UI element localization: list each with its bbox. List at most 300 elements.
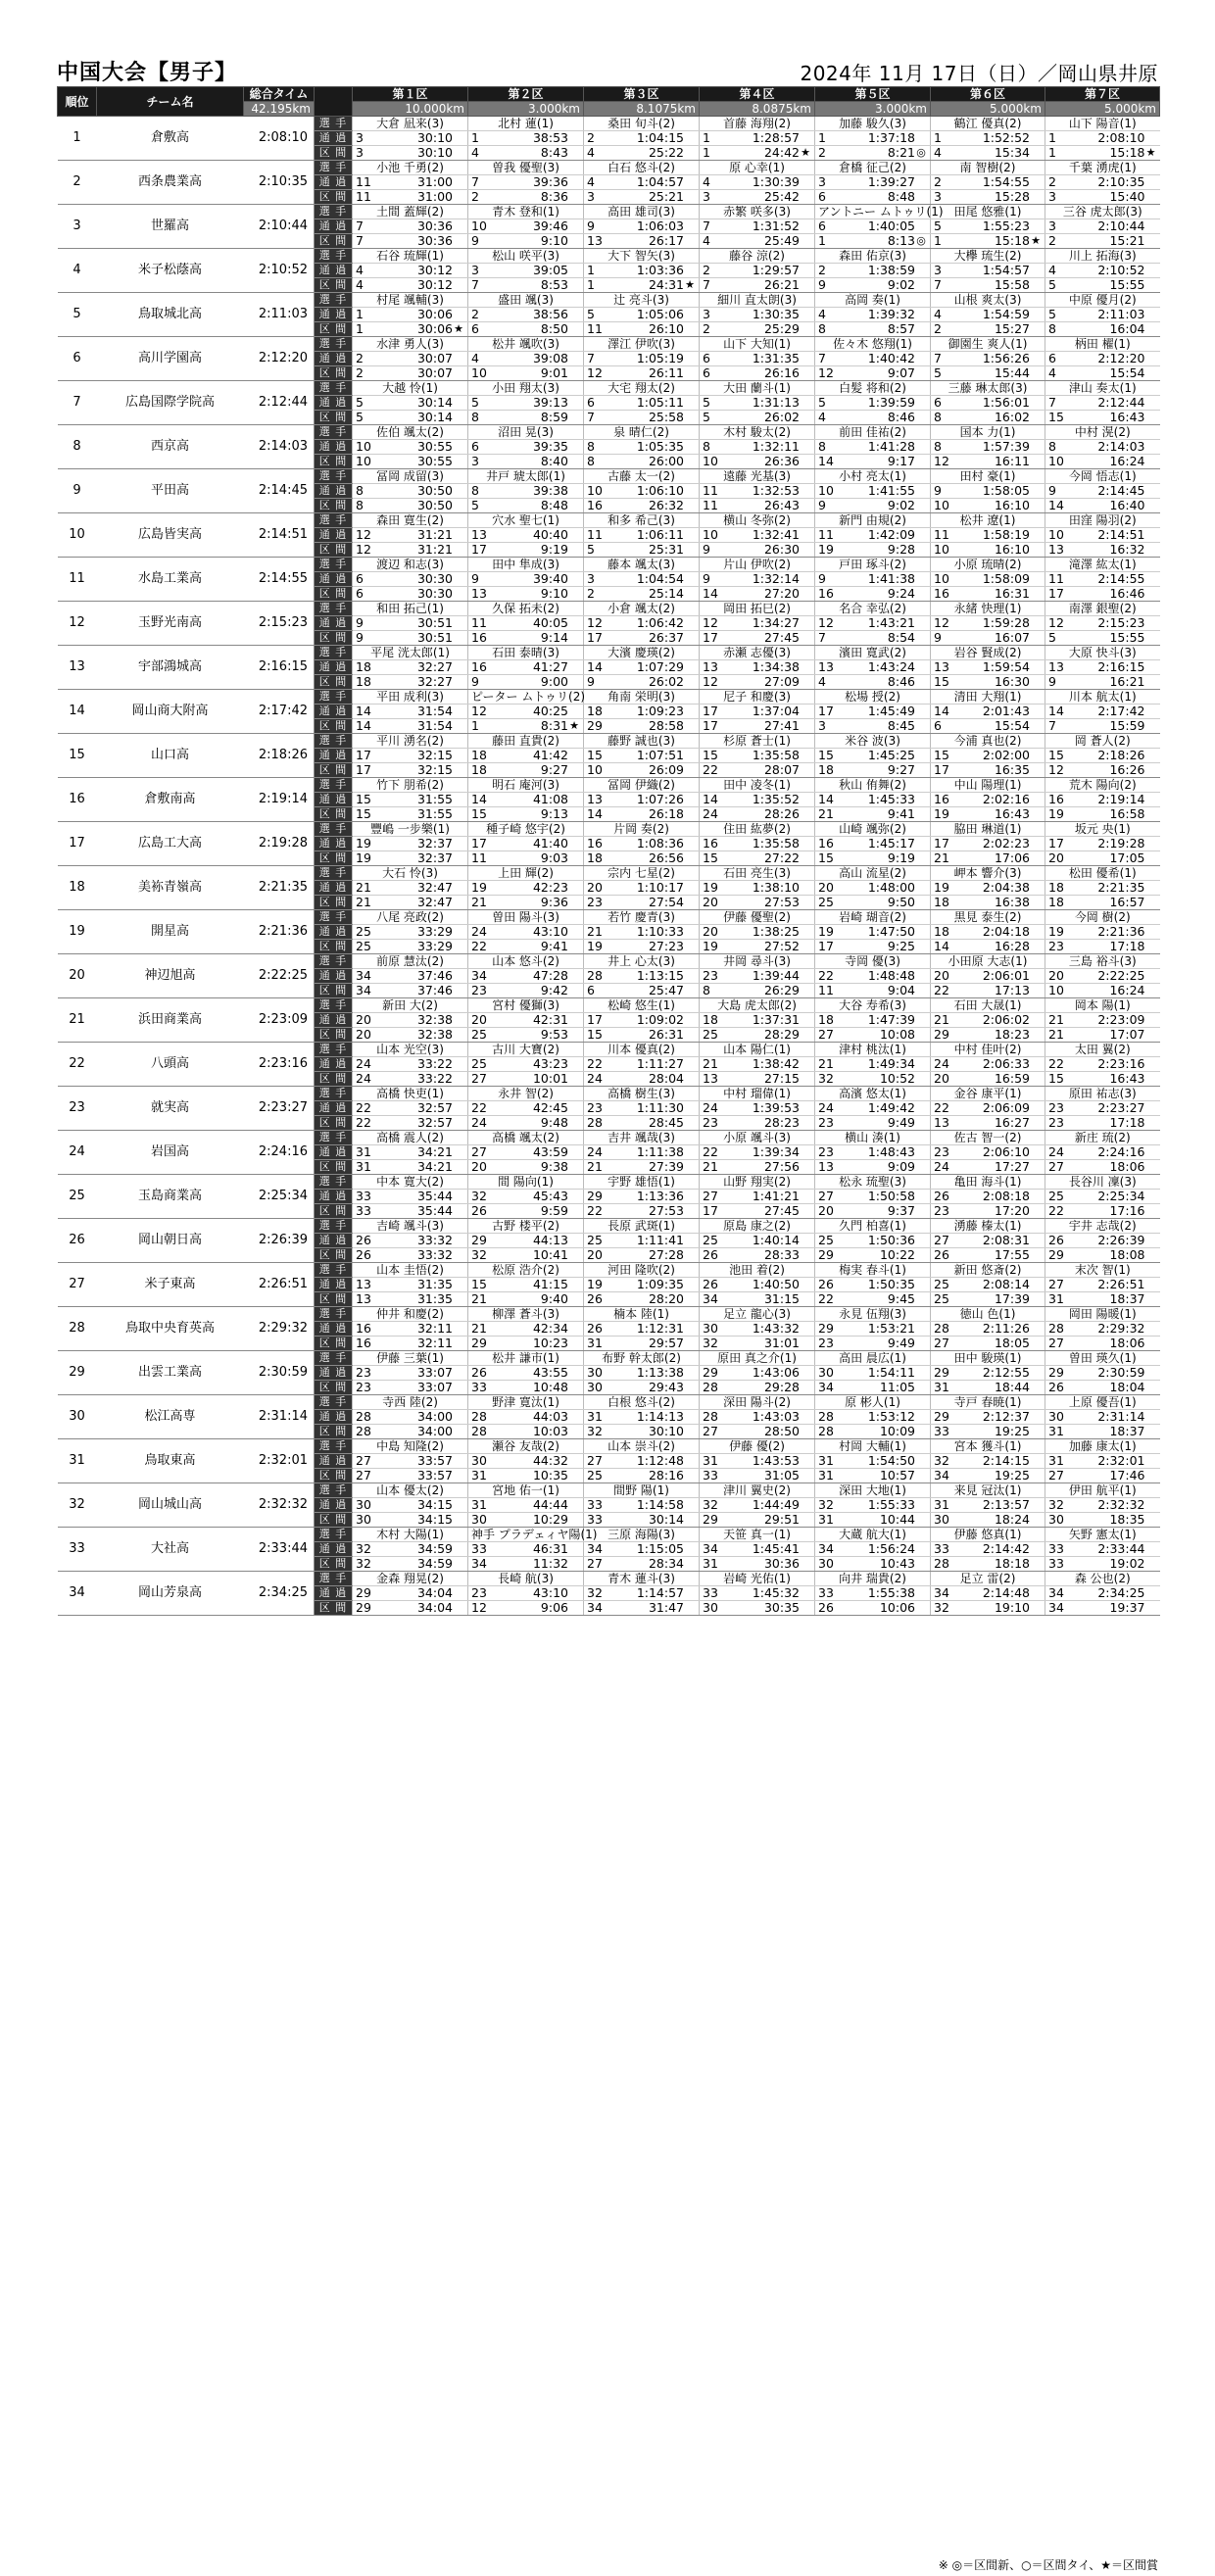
- row-label-cumulative: 通 過: [315, 969, 353, 984]
- runner-name: 赤繁 咲多(3): [700, 205, 815, 219]
- split-cell: [1045, 851, 1160, 866]
- cumulative-time: 34:21: [416, 1144, 453, 1159]
- row-label-cumulative: 通 過: [315, 352, 353, 366]
- split-time: 24:31: [648, 277, 684, 292]
- cumulative-position: 19: [934, 880, 949, 895]
- split-time: 8:48: [887, 189, 915, 204]
- team-rank: 5: [58, 293, 97, 337]
- split-position: 4: [818, 674, 826, 689]
- split-time: 19:25: [994, 1424, 1030, 1438]
- cumulative-position: 9: [818, 571, 826, 586]
- cumulative-time: 46:31: [532, 1541, 568, 1556]
- runner-name: 片岡 奏(2): [584, 822, 700, 837]
- split-time: 37:46: [416, 983, 453, 997]
- cumulative-position: 34: [818, 1541, 834, 1556]
- team-rank: 4: [58, 249, 97, 293]
- cumulative-time: 1:52:52: [982, 130, 1030, 145]
- team-row: [58, 513, 1160, 528]
- row-label-runner: 選 手: [315, 1528, 353, 1542]
- cumulative-cell: [353, 1410, 468, 1425]
- split-time: 17:18: [1109, 939, 1145, 953]
- split-cell: [815, 1160, 931, 1175]
- cumulative-position: 19: [587, 1277, 603, 1291]
- split-position: 3: [818, 718, 826, 733]
- split-cell: [815, 146, 931, 161]
- split-time: 17:18: [1109, 1115, 1145, 1130]
- split-cell: [353, 631, 468, 646]
- split-position: 34: [356, 983, 371, 997]
- split-time: 10:44: [879, 1512, 915, 1527]
- stage-name: 第１区: [353, 87, 468, 102]
- row-label-cumulative: 通 過: [315, 1057, 353, 1072]
- split-time: 33:22: [416, 1071, 453, 1086]
- split-time: 33:07: [416, 1380, 453, 1394]
- row-label-runner: 選 手: [315, 1351, 353, 1366]
- split-position: 34: [934, 1468, 949, 1482]
- cumulative-cell: [700, 264, 815, 278]
- cumulative-cell: [931, 1057, 1045, 1072]
- split-position: 12: [934, 454, 949, 468]
- cumulative-position: 15: [471, 1277, 487, 1291]
- split-time: 10:57: [879, 1468, 915, 1482]
- cumulative-position: 9: [934, 483, 942, 498]
- cumulative-time: 1:42:09: [867, 527, 915, 542]
- split-position: 19: [934, 806, 949, 821]
- split-time: 16:38: [994, 895, 1030, 909]
- split-time: 9:19: [540, 542, 568, 557]
- split-position: 10: [703, 454, 718, 468]
- split-cell: [931, 807, 1045, 822]
- cumulative-position: 1: [1048, 130, 1056, 145]
- split-time: 28:29: [763, 1027, 800, 1042]
- team-row: [58, 161, 1160, 175]
- split-cell: [931, 1381, 1045, 1395]
- cumulative-cell: [815, 1410, 931, 1425]
- cumulative-position: 29: [356, 1585, 371, 1600]
- split-cell: [353, 1557, 468, 1572]
- runner-name: 佐古 智一(2): [931, 1131, 1045, 1145]
- cumulative-time: 1:45:33: [867, 792, 915, 806]
- runner-name: 山下 大知(1): [700, 337, 815, 352]
- cumulative-cell: [931, 1145, 1045, 1160]
- cumulative-cell: [584, 881, 700, 896]
- total-time: 2:30:59: [244, 1351, 315, 1395]
- cumulative-time: 32:47: [416, 880, 453, 895]
- split-time: 9:02: [887, 498, 915, 512]
- split-position: 28: [703, 1380, 718, 1394]
- cumulative-cell: [1045, 793, 1160, 807]
- cumulative-position: 1: [934, 130, 942, 145]
- cumulative-time: 32:57: [416, 1100, 453, 1115]
- split-cell: [1045, 1292, 1160, 1307]
- row-label-split: 区 間: [315, 851, 353, 866]
- cumulative-time: 40:25: [532, 704, 568, 718]
- cumulative-position: 5: [587, 307, 595, 321]
- cumulative-position: 2: [1048, 174, 1056, 189]
- runner-name: 御園生 爽人(1): [931, 337, 1045, 352]
- team-name: 倉敷南高: [97, 778, 244, 822]
- cumulative-time: 1:41:28: [867, 439, 915, 454]
- cumulative-cell: [584, 175, 700, 190]
- split-position: 16: [934, 586, 949, 601]
- split-position: 9: [356, 630, 364, 645]
- stage-name: 第４区: [700, 87, 815, 102]
- cumulative-time: 37:46: [416, 968, 453, 983]
- split-position: 31: [818, 1512, 834, 1527]
- legend-footnote: ※ ◎＝区間新、○＝区間タイ、★＝区間賞: [938, 2558, 1158, 2572]
- split-position: 10: [471, 365, 487, 380]
- split-position: 14: [934, 939, 949, 953]
- split-position: 19: [703, 939, 718, 953]
- team-row: [58, 1528, 1160, 1542]
- cumulative-time: 1:14:13: [636, 1409, 684, 1424]
- cumulative-time: 2:08:18: [982, 1189, 1030, 1203]
- split-time: 27:20: [763, 586, 800, 601]
- split-position: 11: [471, 851, 487, 865]
- cumulative-cell: [931, 749, 1045, 763]
- split-position: 8: [934, 410, 942, 424]
- runner-name: 新門 由規(2): [815, 513, 931, 528]
- runner-name: 岡 蒼人(2): [1045, 734, 1160, 749]
- split-position: 1: [818, 233, 826, 248]
- cumulative-time: 1:56:24: [867, 1541, 915, 1556]
- record-mark: ★: [1145, 146, 1156, 159]
- team-row: [58, 249, 1160, 264]
- cumulative-cell: [353, 1322, 468, 1337]
- cumulative-time: 1:32:41: [752, 527, 800, 542]
- cumulative-cell: [468, 1454, 584, 1469]
- split-cell: [931, 1337, 1045, 1351]
- split-position: 18: [818, 762, 834, 777]
- team-rank: 31: [58, 1439, 97, 1483]
- split-cell: [1045, 631, 1160, 646]
- cumulative-cell: [700, 1013, 815, 1028]
- cumulative-cell: [584, 528, 700, 543]
- split-cell: [700, 940, 815, 954]
- cumulative-time: 43:10: [532, 924, 568, 939]
- runner-name: 松山 咲平(3): [468, 249, 584, 264]
- cumulative-cell: [468, 1586, 584, 1601]
- cumulative-time: 1:06:42: [636, 615, 684, 630]
- cumulative-position: 5: [934, 219, 942, 233]
- runner-name: 寺西 陸(2): [353, 1395, 468, 1410]
- row-label-runner: 選 手: [315, 161, 353, 175]
- split-time: 9:10: [540, 586, 568, 601]
- cumulative-position: 31: [818, 1453, 834, 1468]
- split-time: 18:37: [1109, 1424, 1145, 1438]
- split-cell: [815, 278, 931, 293]
- cumulative-cell: [1045, 440, 1160, 455]
- split-cell: [584, 1601, 700, 1616]
- cumulative-time: 1:05:11: [636, 395, 684, 410]
- runner-name: 和多 希己(3): [584, 513, 700, 528]
- split-cell: [353, 763, 468, 778]
- split-time: 25:21: [648, 189, 684, 204]
- cumulative-time: 1:39:44: [752, 968, 800, 983]
- cumulative-cell: [468, 1101, 584, 1116]
- cumulative-position: 24: [587, 1144, 603, 1159]
- cumulative-time: 1:45:49: [867, 704, 915, 718]
- split-cell: [700, 1425, 815, 1439]
- split-time: 34:04: [416, 1600, 453, 1615]
- cumulative-time: 1:43:21: [867, 615, 915, 630]
- runner-name: 住田 紘夢(2): [700, 822, 815, 837]
- runner-name: 山下 陽音(1): [1045, 117, 1160, 131]
- cumulative-cell: [815, 793, 931, 807]
- split-cell: [584, 807, 700, 822]
- runner-name: 深田 大地(1): [815, 1483, 931, 1498]
- cumulative-position: 2: [587, 130, 595, 145]
- split-cell: [931, 631, 1045, 646]
- split-position: 7: [471, 277, 479, 292]
- cumulative-cell: [931, 1101, 1045, 1116]
- cumulative-time: 2:33:44: [1097, 1541, 1145, 1556]
- split-cell: [584, 587, 700, 602]
- split-time: 17:07: [1109, 1027, 1145, 1042]
- cumulative-position: 30: [471, 1453, 487, 1468]
- split-cell: [700, 322, 815, 337]
- cumulative-time: 39:46: [532, 219, 568, 233]
- split-time: 31:55: [416, 806, 453, 821]
- split-cell: [468, 675, 584, 690]
- row-label-split: 区 間: [315, 1425, 353, 1439]
- total-time: 2:26:51: [244, 1263, 315, 1307]
- cumulative-cell: [584, 1586, 700, 1601]
- split-cell: [700, 587, 815, 602]
- cumulative-cell: [1045, 1278, 1160, 1292]
- split-time: 9:53: [540, 1027, 568, 1042]
- split-time: 32:38: [416, 1027, 453, 1042]
- cumulative-cell: [353, 572, 468, 587]
- row-label-split: 区 間: [315, 940, 353, 954]
- total-time: 2:32:32: [244, 1483, 315, 1528]
- cumulative-position: 2: [703, 263, 710, 277]
- cumulative-cell: [468, 925, 584, 940]
- cumulative-position: 17: [471, 836, 487, 851]
- row-label-cumulative: 通 過: [315, 925, 353, 940]
- runner-name: 宮村 優獅(3): [468, 998, 584, 1013]
- cumulative-cell: [931, 352, 1045, 366]
- cumulative-position: 20: [471, 1012, 487, 1027]
- cumulative-position: 2: [471, 307, 479, 321]
- stage-distance: 3.000km: [815, 102, 931, 117]
- cumulative-time: 2:30:59: [1097, 1365, 1145, 1380]
- runner-name: 田尾 悠雅(1): [931, 205, 1045, 219]
- cumulative-cell: [584, 1013, 700, 1028]
- runner-name: 木村 駿太(2): [700, 425, 815, 440]
- split-cell: [1045, 1337, 1160, 1351]
- cumulative-cell: [700, 352, 815, 366]
- cumulative-cell: [700, 881, 815, 896]
- row-label-runner: 選 手: [315, 1483, 353, 1498]
- cumulative-position: 15: [818, 748, 834, 762]
- cumulative-position: 10: [587, 483, 603, 498]
- runner-name: 三島 裕斗(3): [1045, 954, 1160, 969]
- cumulative-cell: [353, 793, 468, 807]
- split-time: 9:02: [887, 277, 915, 292]
- runner-name: 宗内 七星(2): [584, 866, 700, 881]
- cumulative-time: 1:40:14: [752, 1233, 800, 1247]
- team-row: [58, 1219, 1160, 1234]
- cumulative-time: 1:59:28: [982, 615, 1030, 630]
- cumulative-time: 44:13: [532, 1233, 568, 1247]
- cumulative-position: 32: [471, 1189, 487, 1203]
- row-label-split: 区 間: [315, 587, 353, 602]
- runner-name: 三藤 琳太郎(3): [931, 381, 1045, 396]
- split-cell: [353, 1513, 468, 1528]
- cumulative-cell: [584, 1190, 700, 1204]
- split-cell: [584, 1204, 700, 1219]
- cumulative-position: 33: [703, 1585, 718, 1600]
- cumulative-cell: [468, 1145, 584, 1160]
- cumulative-position: 7: [587, 351, 595, 365]
- split-position: 31: [587, 1336, 603, 1350]
- cumulative-time: 1:10:33: [636, 924, 684, 939]
- cumulative-cell: [584, 660, 700, 675]
- cumulative-cell: [584, 131, 700, 146]
- split-position: 25: [818, 895, 834, 909]
- row-label-runner: 選 手: [315, 1087, 353, 1101]
- row-label-runner: 選 手: [315, 205, 353, 219]
- split-cell: [931, 851, 1045, 866]
- runner-name: 小田 翔太(3): [468, 381, 584, 396]
- runner-name: 渡辺 和志(3): [353, 558, 468, 572]
- cumulative-cell: [1045, 1366, 1160, 1381]
- split-time: 33:32: [416, 1247, 453, 1262]
- split-time: 16:10: [994, 542, 1030, 557]
- split-cell: [931, 1028, 1045, 1043]
- cumulative-time: 1:39:59: [867, 395, 915, 410]
- split-position: 21: [471, 895, 487, 909]
- cumulative-cell: [584, 793, 700, 807]
- split-time: 9:24: [887, 586, 915, 601]
- team-row: [58, 822, 1160, 837]
- cumulative-position: 25: [1048, 1189, 1064, 1203]
- cumulative-cell: [584, 1366, 700, 1381]
- cumulative-cell: [1045, 352, 1160, 366]
- cumulative-cell: [468, 616, 584, 631]
- team-name: 米子東高: [97, 1263, 244, 1307]
- split-position: 9: [934, 630, 942, 645]
- split-time: 8:40: [540, 454, 568, 468]
- cumulative-time: 42:31: [532, 1012, 568, 1027]
- split-time: 10:08: [879, 1027, 915, 1042]
- cumulative-cell: [700, 1101, 815, 1116]
- stage-distance: 3.000km: [468, 102, 584, 117]
- split-position: 3: [703, 189, 710, 204]
- split-time: 30:07: [416, 365, 453, 380]
- cumulative-cell: [700, 528, 815, 543]
- cumulative-position: 19: [818, 924, 834, 939]
- split-time: 34:15: [416, 1512, 453, 1527]
- split-cell: [468, 1160, 584, 1175]
- split-cell: [1045, 1557, 1160, 1572]
- cumulative-cell: [815, 969, 931, 984]
- total-time: 2:17:42: [244, 690, 315, 734]
- team-name: 平田高: [97, 469, 244, 513]
- split-cell: [700, 1204, 815, 1219]
- cumulative-cell: [353, 1013, 468, 1028]
- split-cell: [815, 1337, 931, 1351]
- split-time: 27:45: [763, 1203, 800, 1218]
- row-label-runner: 選 手: [315, 558, 353, 572]
- runner-name: 青木 登和(1): [468, 205, 584, 219]
- cumulative-cell: [1045, 969, 1160, 984]
- split-position: 2: [587, 586, 595, 601]
- split-time: 27:53: [763, 895, 800, 909]
- cumulative-cell: [815, 572, 931, 587]
- total-time: 2:23:16: [244, 1043, 315, 1087]
- split-cell: [700, 234, 815, 249]
- cumulative-cell: [468, 440, 584, 455]
- cumulative-time: 1:48:43: [867, 1144, 915, 1159]
- team-name: 玉野光南高: [97, 602, 244, 646]
- runner-name: 仲井 和慶(2): [353, 1307, 468, 1322]
- cumulative-position: 33: [934, 1541, 949, 1556]
- cumulative-position: 13: [471, 527, 487, 542]
- cumulative-cell: [700, 837, 815, 851]
- cumulative-position: 7: [471, 174, 479, 189]
- split-cell: [353, 719, 468, 734]
- cumulative-time: 2:23:27: [1097, 1100, 1145, 1115]
- cumulative-position: 33: [471, 1541, 487, 1556]
- team-name: 世羅高: [97, 205, 244, 249]
- cumulative-position: 28: [818, 1409, 834, 1424]
- split-position: 24: [587, 1071, 603, 1086]
- cumulative-time: 2:02:16: [982, 792, 1030, 806]
- split-cell: [815, 190, 931, 205]
- split-time: 9:50: [887, 895, 915, 909]
- split-time: 28:58: [648, 718, 684, 733]
- split-position: 25: [934, 1291, 949, 1306]
- cumulative-cell: [1045, 528, 1160, 543]
- cumulative-position: 16: [587, 836, 603, 851]
- team-name: 広島国際学院高: [97, 381, 244, 425]
- cumulative-position: 20: [818, 880, 834, 895]
- team-rank: 17: [58, 822, 97, 866]
- split-cell: [584, 1469, 700, 1483]
- cumulative-time: 33:07: [416, 1365, 453, 1380]
- split-time: 15:27: [994, 321, 1030, 336]
- cumulative-cell: [700, 1454, 815, 1469]
- row-label-runner: 選 手: [315, 1307, 353, 1322]
- total-time: 2:14:03: [244, 425, 315, 469]
- split-cell: [1045, 499, 1160, 513]
- split-cell: [468, 499, 584, 513]
- team-name: 西条農業高: [97, 161, 244, 205]
- runner-name: 岡田 陽暖(1): [1045, 1307, 1160, 1322]
- cumulative-position: 32: [818, 1497, 834, 1512]
- team-row: [58, 1263, 1160, 1278]
- cumulative-cell: [1045, 1454, 1160, 1469]
- cumulative-position: 23: [471, 1585, 487, 1600]
- cumulative-time: 2:12:20: [1097, 351, 1145, 365]
- cumulative-cell: [931, 219, 1045, 234]
- split-time: 16:57: [1109, 895, 1145, 909]
- cumulative-position: 15: [587, 748, 603, 762]
- cumulative-cell: [815, 1586, 931, 1601]
- split-cell: [1045, 675, 1160, 690]
- split-position: 13: [471, 586, 487, 601]
- row-label-cumulative: 通 過: [315, 1410, 353, 1425]
- cumulative-position: 21: [356, 880, 371, 895]
- cumulative-position: 28: [934, 1321, 949, 1336]
- cumulative-time: 2:21:36: [1097, 924, 1145, 939]
- cumulative-cell: [1045, 396, 1160, 411]
- split-position: 9: [471, 233, 479, 248]
- split-position: 32: [587, 1424, 603, 1438]
- cumulative-position: 24: [703, 1100, 718, 1115]
